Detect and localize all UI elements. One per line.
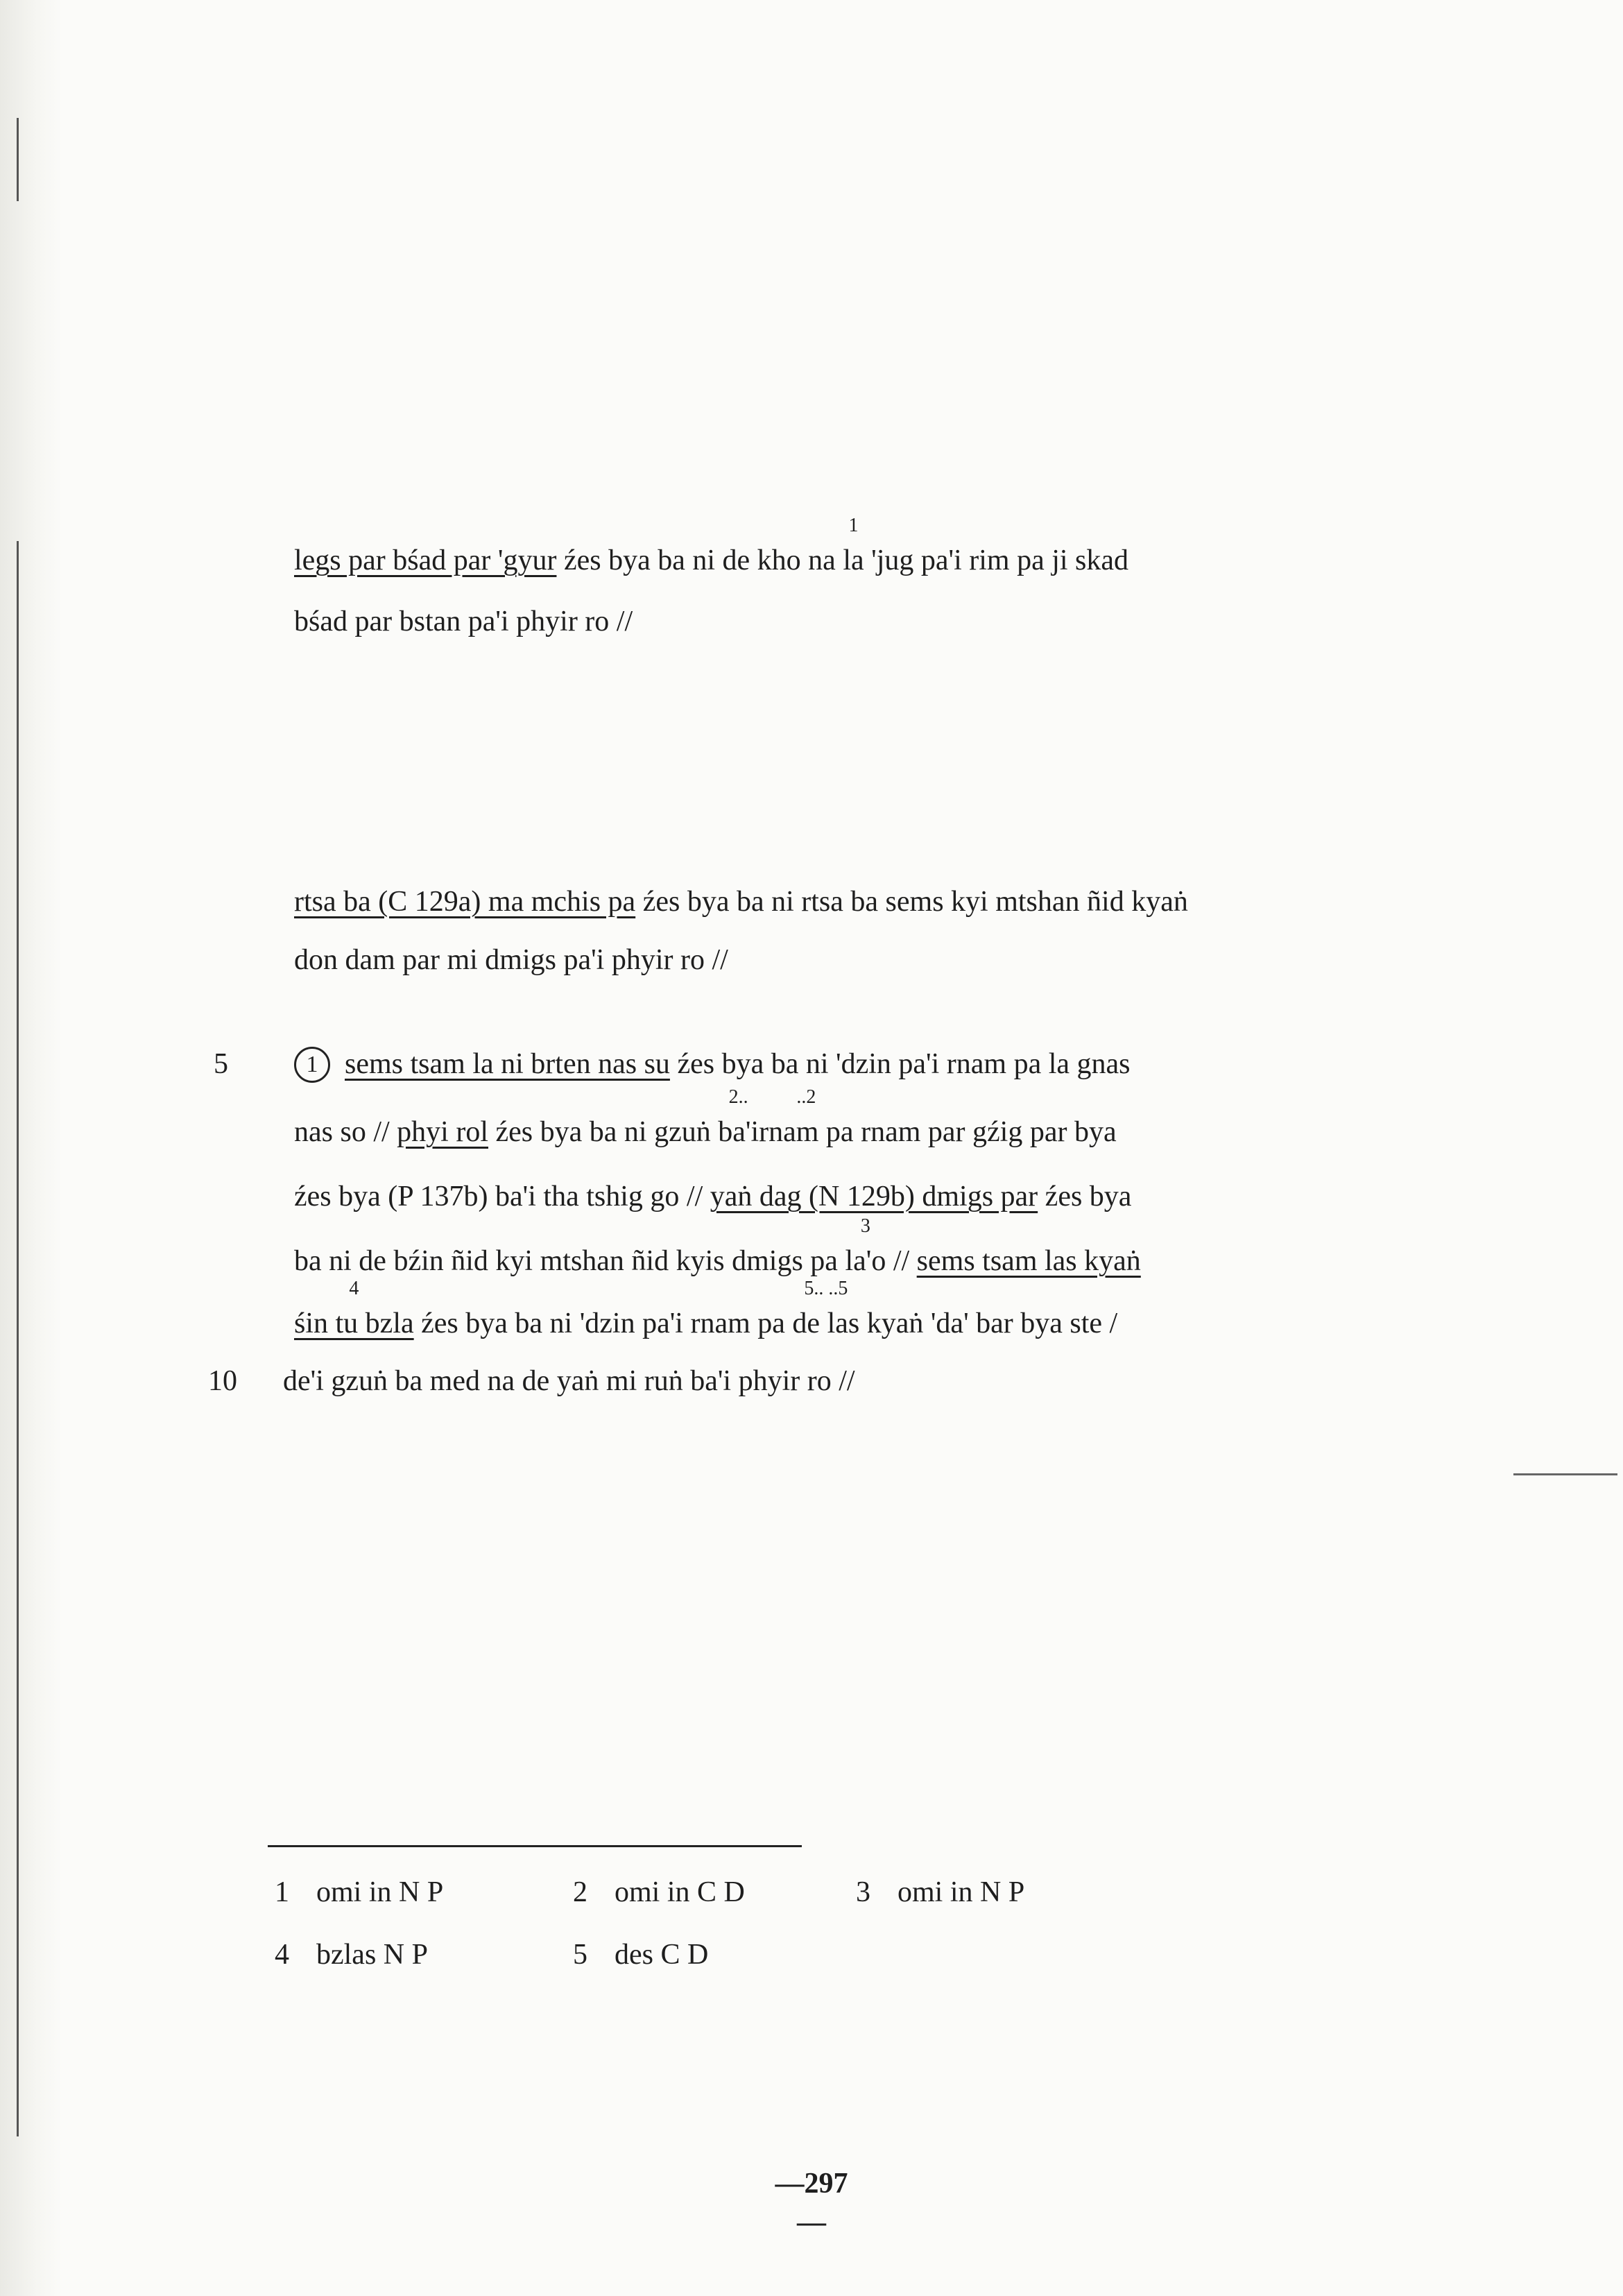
text-line (294, 1177, 1131, 1216)
footnote-mark: 4 (349, 1278, 359, 1299)
margin-dash (1513, 1473, 1617, 1475)
footnote-mark: ..2 (796, 1086, 816, 1108)
line-number: 10 (208, 1365, 237, 1397)
line-number: 5 (214, 1048, 228, 1080)
text-run: źes bya ba ni rtsa ba sems kyi mtshan ñid kyaṅ (635, 886, 1188, 918)
text-line (294, 515, 1129, 580)
text-run: źes bya ba ni gzuṅ (488, 1116, 719, 1148)
lemma: phyi rol (397, 1116, 488, 1148)
variant-anchor (792, 1278, 860, 1343)
text-run: de las (792, 1308, 860, 1339)
footnote-text: omi in N P (316, 1876, 444, 1908)
lemma: sems tsam la ni brten nas su (345, 1048, 670, 1080)
lemma: rtsa ba (C 129a) ma mchis pa (294, 886, 636, 918)
text-run: źes bya ba ni 'dzin pa'i rnam pa (413, 1308, 793, 1339)
footnote-rule (268, 1845, 802, 1847)
footnote-number: 4 (275, 1939, 289, 1971)
footnote-mark: 5.. ..5 (804, 1278, 848, 1299)
footnote-text: bzlas N P (316, 1939, 428, 1971)
variant-anchor (845, 1215, 886, 1280)
binding-line (17, 541, 19, 2136)
footnote-mark: 2.. (728, 1086, 748, 1108)
footnote (275, 1873, 443, 1912)
text-run: de'i gzuṅ ba med na de yaṅ mi ruṅ ba'i phyir ro // (283, 1365, 855, 1397)
footnote-text: des C D (615, 1939, 709, 1971)
footnote-text: omi in N P (898, 1876, 1025, 1908)
text-line (283, 1362, 855, 1400)
footnote-number: 1 (275, 1876, 289, 1908)
footnote-number: 5 (573, 1939, 587, 1971)
footnote-number: 2 (573, 1876, 587, 1908)
text-run: bśad par bstan pa'i phyir ro // (294, 606, 633, 637)
text-run: źes bya (P 137b) ba'i tha tshig go // (294, 1181, 710, 1213)
variant-anchor (759, 1086, 854, 1151)
footnote-number: 3 (856, 1876, 870, 1908)
lemma: yaṅ dag (N 129b) dmigs par (710, 1181, 1038, 1213)
section-number-circle: 1 (294, 1047, 330, 1083)
footnote (573, 1935, 708, 1974)
text-line (294, 1215, 1141, 1280)
variant-anchor (294, 1278, 414, 1343)
text-run: źes bya ba ni 'dzin pa'i rnam pa la gnas (669, 1048, 1131, 1080)
footnote (275, 1935, 428, 1974)
text-run: rnam pa (759, 1116, 854, 1148)
text-line (294, 1045, 1131, 1083)
text-run: ba'i (718, 1116, 759, 1148)
text-line (294, 882, 1188, 921)
text-run: don dam par mi dmigs pa'i phyir ro // (294, 944, 728, 976)
text-run: źes bya ba ni de kho na (556, 545, 843, 576)
text-run: la (843, 545, 864, 576)
lemma: śin tu bzla (294, 1308, 414, 1339)
text-run: // (886, 1245, 917, 1277)
footnote (573, 1873, 745, 1912)
binding-shadow (0, 0, 62, 2296)
text-run: kyaṅ 'da' bar bya ste / (859, 1308, 1118, 1339)
text-run: ba ni de bźin ñid kyi mtshan ñid kyis dmigs pa (294, 1245, 845, 1277)
footnote-mark: 3 (860, 1215, 870, 1237)
footnote-text: omi in C D (615, 1876, 745, 1908)
text-run: rnam par gźig par bya (853, 1116, 1117, 1148)
text-run: nas so // (294, 1116, 397, 1148)
text-run: 'jug pa'i rim pa ji skad (864, 545, 1129, 576)
text-line (294, 941, 728, 979)
lemma: legs par bśad par 'gyur (294, 545, 557, 576)
binding-line (17, 118, 19, 201)
text-line (294, 1086, 1117, 1151)
footnote-mark: 1 (848, 515, 859, 536)
text-line (294, 602, 633, 641)
lemma: sems tsam las kyaṅ (916, 1245, 1141, 1277)
page-number: —297— (775, 2168, 848, 2238)
text-line (294, 1278, 1118, 1343)
footnote (856, 1873, 1024, 1912)
text-run: la'o (845, 1245, 886, 1277)
text-run: źes bya (1038, 1181, 1132, 1213)
variant-anchor (718, 1086, 759, 1151)
variant-anchor (843, 515, 864, 580)
